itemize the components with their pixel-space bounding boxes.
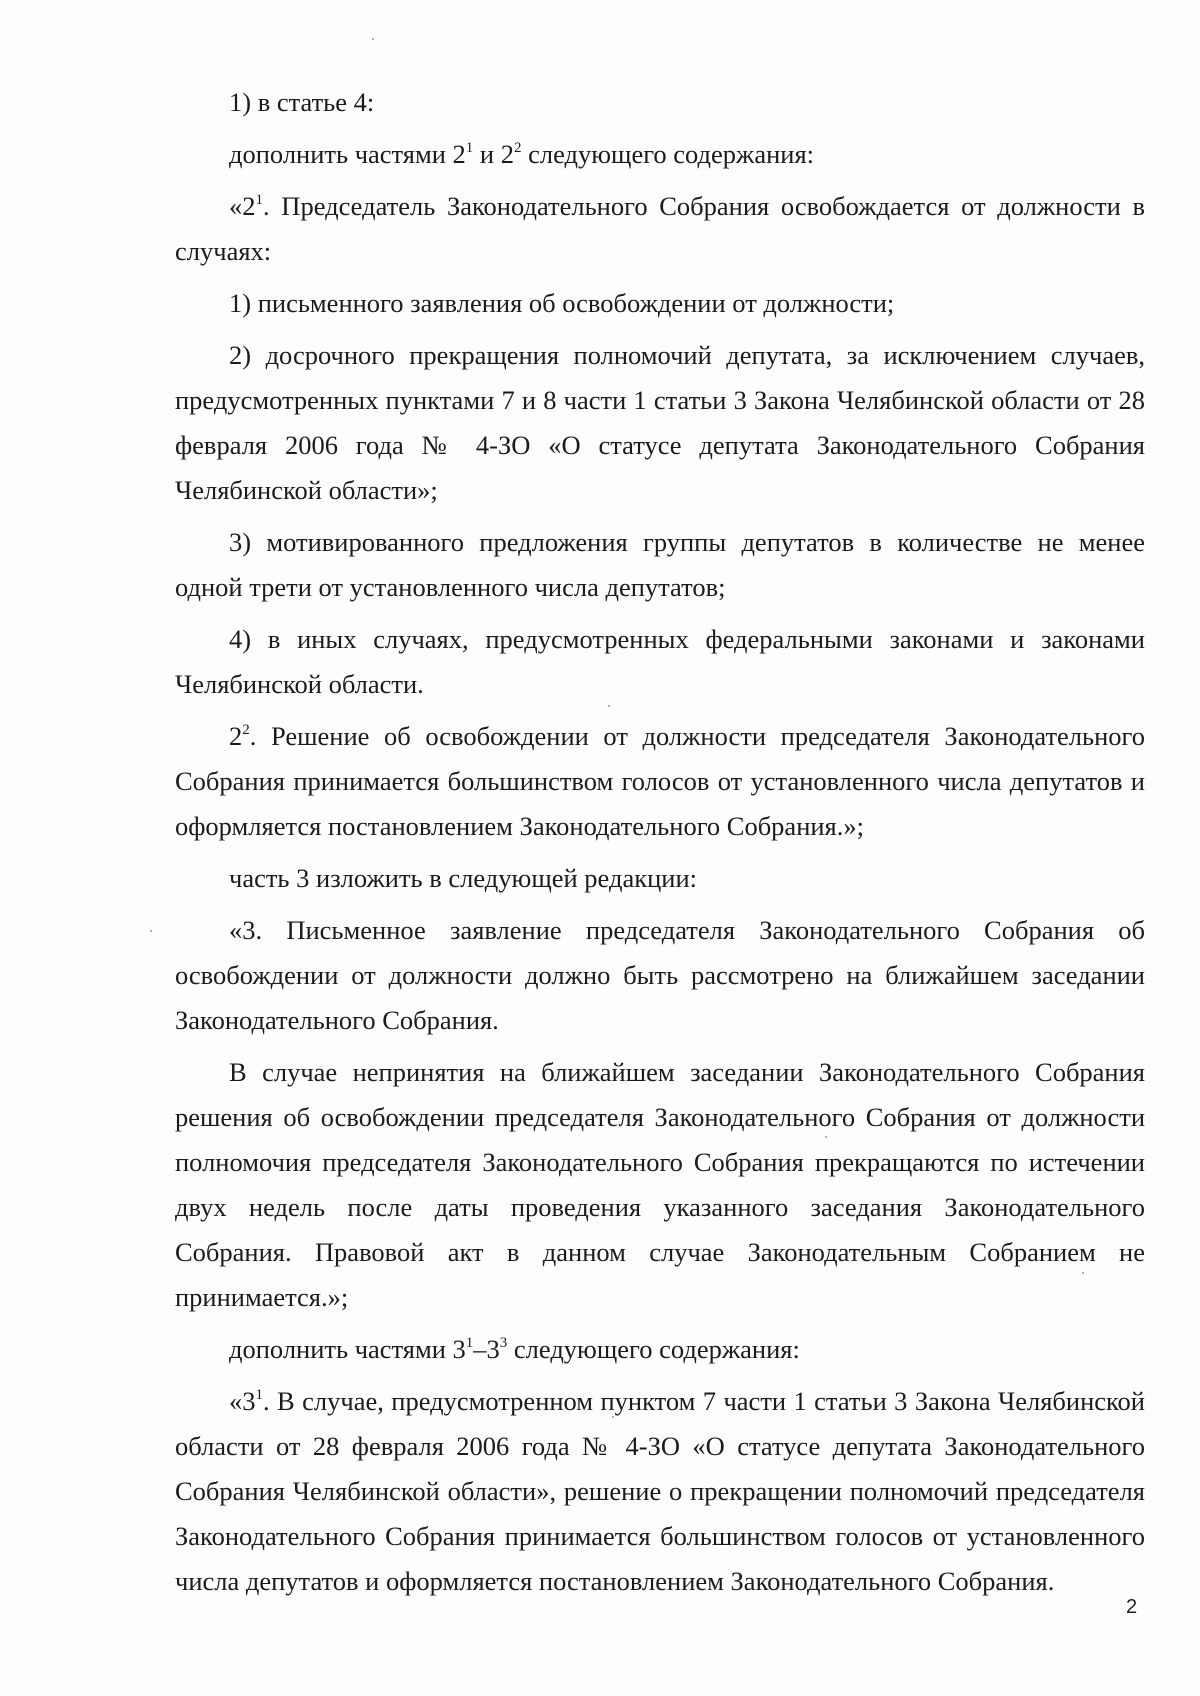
scan-speck (372, 38, 374, 40)
paragraph-part-3: «3. Письменное заявление председателя Законодательного Собрания об освобождении от должности должно быть рассмотрено на ближайшем заседании Законодательного Собрания. (175, 915, 1145, 1035)
scan-speck (150, 930, 152, 932)
scan-speck (612, 1416, 614, 1418)
document-body (175, 80, 1145, 1611)
scan-speck (1082, 1272, 1084, 1274)
page-number: 2 (1126, 1596, 1138, 1618)
paragraph-add-parts-3: дополнить частями $3^1-3^3$ следующего содержания: (229, 1334, 800, 1364)
paragraph-item-3: 3) мотивированного предложения группы депутатов в количестве не менее одной трети от установленного числа депутатов; (175, 527, 1145, 602)
scan-speck (825, 1136, 827, 1138)
paragraph-part-2-1: «$2^1$. Председатель Законодательного Собрания освобождается от должности в случаях: (175, 191, 1145, 266)
paragraph-add-parts-2: дополнить частями $2^1$ и $2^2$ следующего содержания: (229, 139, 815, 169)
paragraph-article-4: 1) в статье 4: (229, 87, 375, 117)
paragraph-part-3-1: «$3^1$. В случае, предусмотренном пунктом 7 части 1 статьи 3 Закона Челябинской области от 28 февраля 2006 года № 4-ЗО «О статусе депутата Законодательного Собрания Челябинской области», решение о прекращении полномочий председателя Законодательного Собрания принимается большинством голосов от установленного числа депутатов и оформляется постановлением Законодательного Собрания. (175, 1386, 1145, 1596)
paragraph-part-2-2: $2^2$. Решение об освобождении от должности председателя Законодательного Собрания принимается большинством голосов от установленного числа депутатов и оформляется постановлением Законодательного Собрания.»; (175, 721, 1145, 841)
paragraph-item-1: 1) письменного заявления об освобождении от должности; (229, 288, 895, 318)
paragraph-part-3-case: В случае непринятия на ближайшем заседании Законодательного Собрания решения об освобождении председателя Законодательного Собрания от должности полномочия председателя Законодательного Собрания прекращаются по истечении двух недель после даты проведения указанного заседания Законодательного Собрания. Правовой акт в данном случае Законодательным Собранием не принимается.»; (175, 1057, 1145, 1312)
scan-speck (608, 705, 610, 707)
paragraph-item-2: 2) досрочного прекращения полномочий депутата, за исключением случаев, предусмотренных пунктами 7 и 8 части 1 статьи 3 Закона Челябинской области от 28 февраля 2006 года № 4-ЗО «О статусе депутата Законодательного Собрания Челябинской области»; (175, 340, 1145, 505)
paragraph-item-4: 4) в иных случаях, предусмотренных федеральными законами и законами Челябинской области. (175, 624, 1145, 699)
paragraph-part-3-edit: часть 3 изложить в следующей редакции: (229, 863, 697, 893)
